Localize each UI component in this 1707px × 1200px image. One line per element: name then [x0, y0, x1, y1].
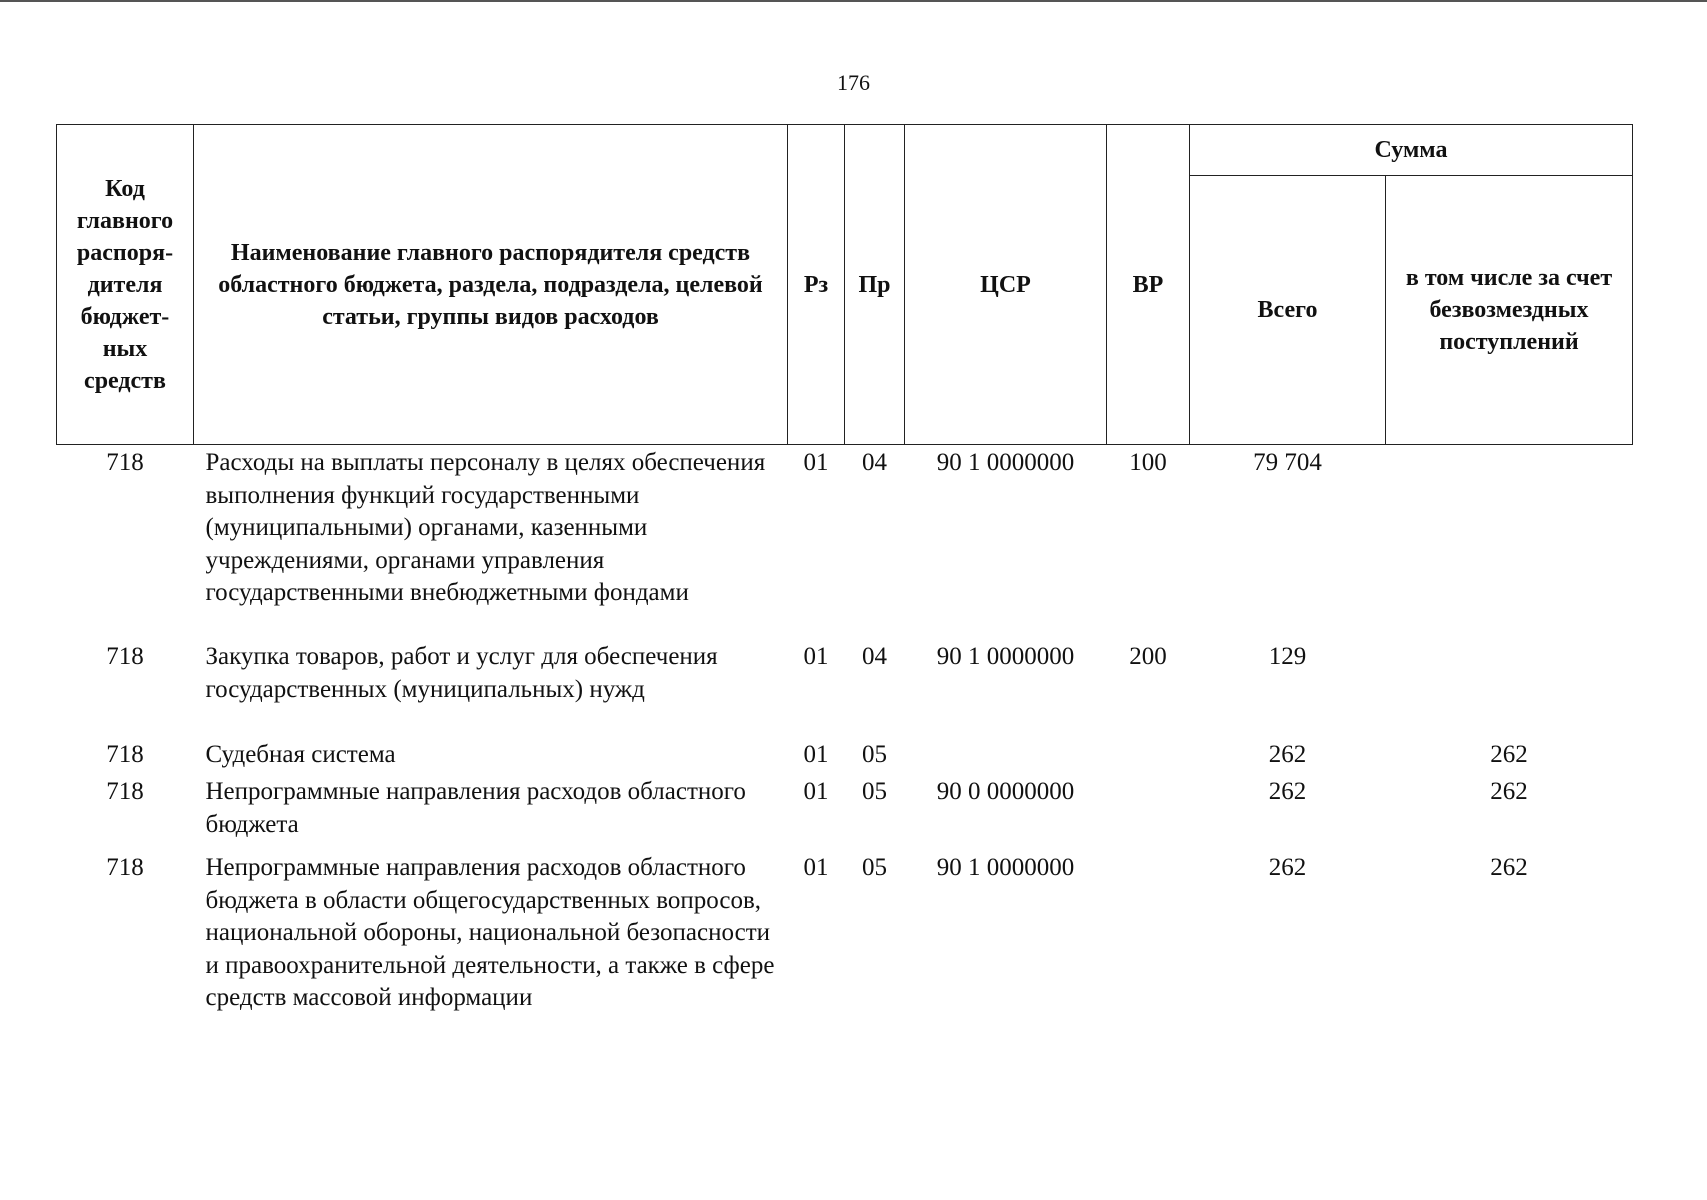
- cell-name: Закупка товаров, работ и услуг для обеспечения государственных (муниципальных) нужд: [205, 643, 718, 703]
- cell-free: 262: [1490, 778, 1528, 805]
- cell-free: [1386, 641, 1633, 739]
- cell-code: 718: [106, 643, 144, 670]
- cell-rz: 01: [803, 449, 829, 476]
- cell-vr: 100: [1129, 449, 1167, 476]
- cell-total: 262: [1268, 741, 1307, 768]
- table-body: [57, 445, 1633, 1083]
- table-row: [57, 776, 1633, 852]
- cell-code: 718: [106, 778, 144, 805]
- table-row: [57, 445, 1633, 642]
- cell-vr: 200: [1129, 643, 1167, 670]
- cell-free: [1386, 445, 1633, 642]
- cell-name: Непрограммные направления расходов областного бюджета в области общегосударственных вопросов, национальной обороны, национальной безопасности и правоохранительной деятельности, а также в сфере средств массовой информации: [205, 854, 775, 1011]
- cell-total: 262: [1268, 854, 1307, 881]
- cell-pr: 05: [862, 854, 887, 881]
- cell-csr: 90 0 0000000: [936, 778, 1075, 805]
- page-number: 176: [837, 70, 870, 95]
- cell-rz: 01: [803, 643, 829, 670]
- cell-total: 262: [1268, 778, 1307, 805]
- header-code: Код главного распоря-дителя бюджет-ных средств: [57, 125, 194, 445]
- header-free: в том числе за счет безвозмездных поступлений: [1386, 176, 1633, 445]
- cell-free: 262: [1490, 741, 1528, 768]
- cell-name: Расходы на выплаты персоналу в целях обеспечения выполнения функций государственными (муниципальными) органами, казенными учреждениями, органами управления государственными внебюджетными фондами: [205, 449, 766, 606]
- header-csr: ЦСР: [905, 125, 1107, 445]
- cell-name: Непрограммные направления расходов областного бюджета: [205, 778, 746, 838]
- cell-pr: 05: [862, 778, 887, 805]
- cell-pr: 04: [862, 449, 887, 476]
- cell-code: 718: [106, 741, 144, 768]
- cell-vr: [1107, 852, 1190, 1082]
- cell-code: 718: [106, 449, 144, 476]
- cell-rz: 01: [803, 778, 829, 805]
- top-border-line: [0, 0, 1707, 2]
- header-pr: Пр: [845, 125, 905, 445]
- cell-rz: 01: [803, 854, 829, 881]
- cell-pr: 05: [862, 741, 887, 768]
- cell-vr: [1107, 776, 1190, 852]
- cell-rz: 01: [803, 741, 829, 768]
- header-vr: ВР: [1107, 125, 1190, 445]
- cell-csr: 90 1 0000000: [936, 854, 1075, 881]
- header-name: Наименование главного распорядителя средств областного бюджета, раздела, подраздела, целевой статьи, группы видов расходов: [194, 125, 788, 445]
- cell-csr: 90 1 0000000: [936, 643, 1075, 670]
- table-header: [57, 125, 1633, 445]
- cell-csr: 90 1 0000000: [936, 449, 1075, 476]
- cell-vr: [1107, 739, 1190, 776]
- header-sum: Сумма: [1190, 125, 1633, 176]
- table-row: [57, 641, 1633, 739]
- budget-table: [56, 124, 1633, 1082]
- table-row: [57, 852, 1633, 1082]
- cell-free: 262: [1490, 854, 1528, 881]
- header-rz: Рз: [788, 125, 845, 445]
- cell-pr: 04: [862, 643, 887, 670]
- cell-name: Судебная система: [205, 741, 396, 768]
- header-total: Всего: [1190, 176, 1386, 445]
- cell-code: 718: [106, 854, 144, 881]
- cell-csr: [905, 739, 1107, 776]
- cell-total: 129: [1268, 643, 1307, 670]
- table-row: [57, 739, 1633, 776]
- cell-total: 79 704: [1253, 449, 1322, 476]
